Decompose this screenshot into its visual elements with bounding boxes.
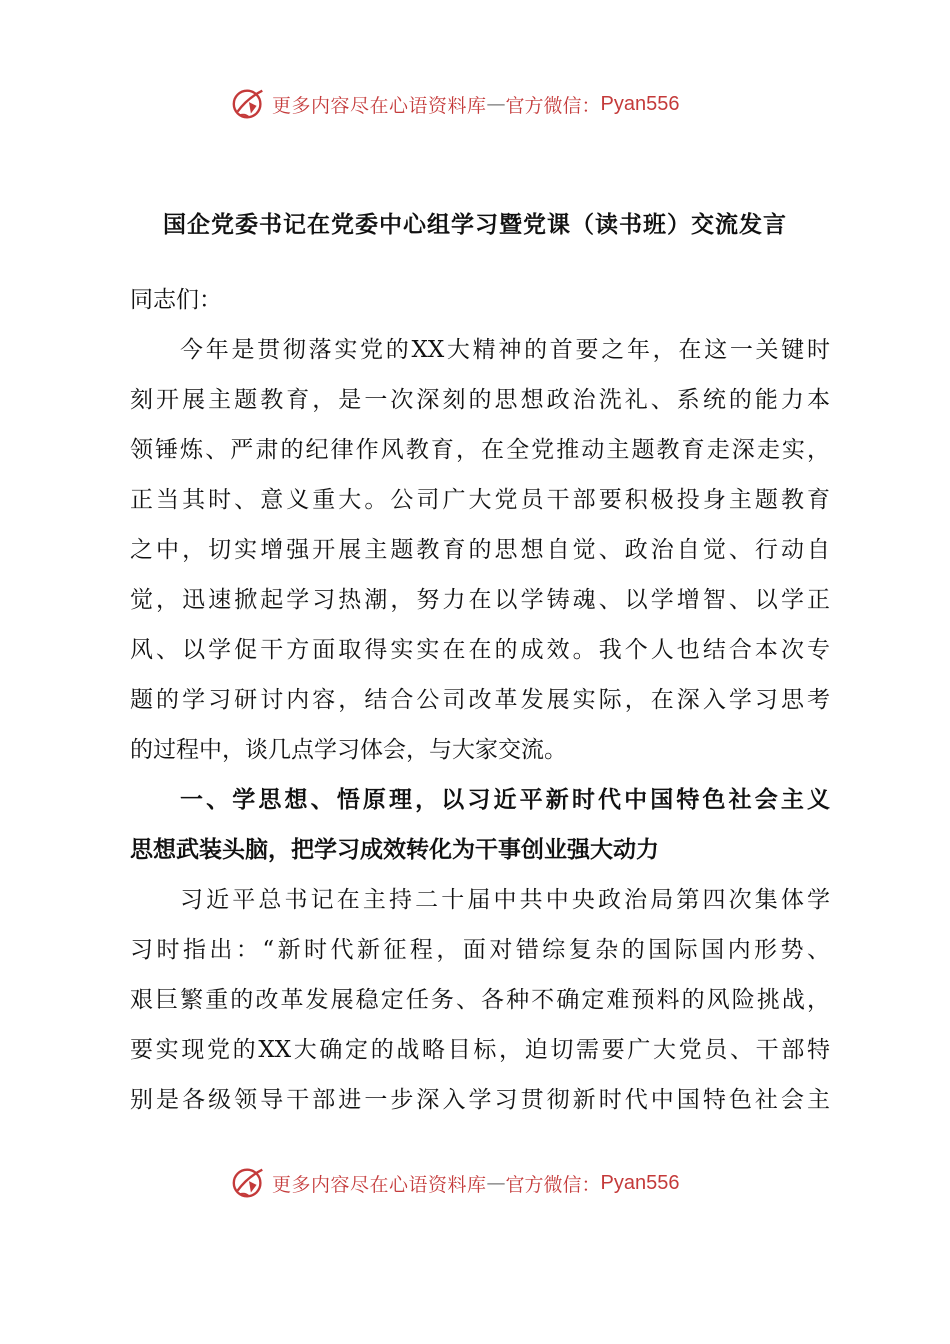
body-line: 的过程中，谈几点学习体会，与大家交流。 [130,737,567,763]
banner-text: 更多内容尽在心语资料库 [272,1173,487,1196]
body-line: 今年是贯彻落实党的XX大精神的首要之年，在这一关键时 [180,337,830,363]
body-line: 之中，切实增强开展主题教育的思想自觉、政治自觉、行动自 [130,537,830,563]
salutation: 同志们： [130,287,222,313]
wechat-label: 官方微信： [505,1173,601,1196]
body-line: 刻开展主题教育，是一次深刻的思想政治洗礼、系统的能力本 [130,387,830,413]
body-line: 艰巨繁重的改革发展稳定任务、各种不确定难预料的风险挑战， [130,987,830,1013]
quill-book-logo-icon [230,1164,268,1202]
body-line: 觉，迅速掀起学习热潮，努力在以学铸魂、以学增智、以学正 [130,587,830,613]
wechat-label: 官方微信： [505,94,601,117]
section-heading: 一、学思想、悟原理，以习近平新时代中国特色社会主义 [180,787,830,813]
header-banner [230,84,790,124]
wechat-id: Pyan556 [600,92,680,115]
footer-banner [230,1163,790,1203]
banner-separator: — [486,1172,506,1194]
quill-book-logo-icon [230,85,268,123]
body-line: 要实现党的XX大确定的战略目标，迫切需要广大党员、干部特 [130,1037,830,1063]
body-line: 习时指出：“新时代新征程，面对错综复杂的国际国内形势、 [130,937,830,963]
body-line: 别是各级领导干部进一步深入学习贯彻新时代中国特色社会主 [130,1087,830,1113]
body-line: 习近平总书记在主持二十届中共中央政治局第四次集体学 [180,887,830,913]
section-heading: 思想武装头脑，把学习成效转化为干事创业强大动力 [130,837,659,863]
wechat-id: Pyan556 [600,1171,680,1194]
body-line: 正当其时、意义重大。公司广大党员干部要积极投身主题教育 [130,487,830,513]
banner-text: 更多内容尽在心语资料库 [272,94,487,117]
body-line: 风、以学促干方面取得实实在在的成效。我个人也结合本次专 [130,637,830,663]
banner-separator: — [486,93,506,115]
body-line: 领锤炼、严肃的纪律作风教育，在全党推动主题教育走深走实， [130,437,830,463]
body-line: 题的学习研讨内容，结合公司改革发展实际，在深入学习思考 [130,687,830,713]
document-title: 国企党委书记在党委中心组学习暨党课（读书班）交流发言 [163,212,787,238]
